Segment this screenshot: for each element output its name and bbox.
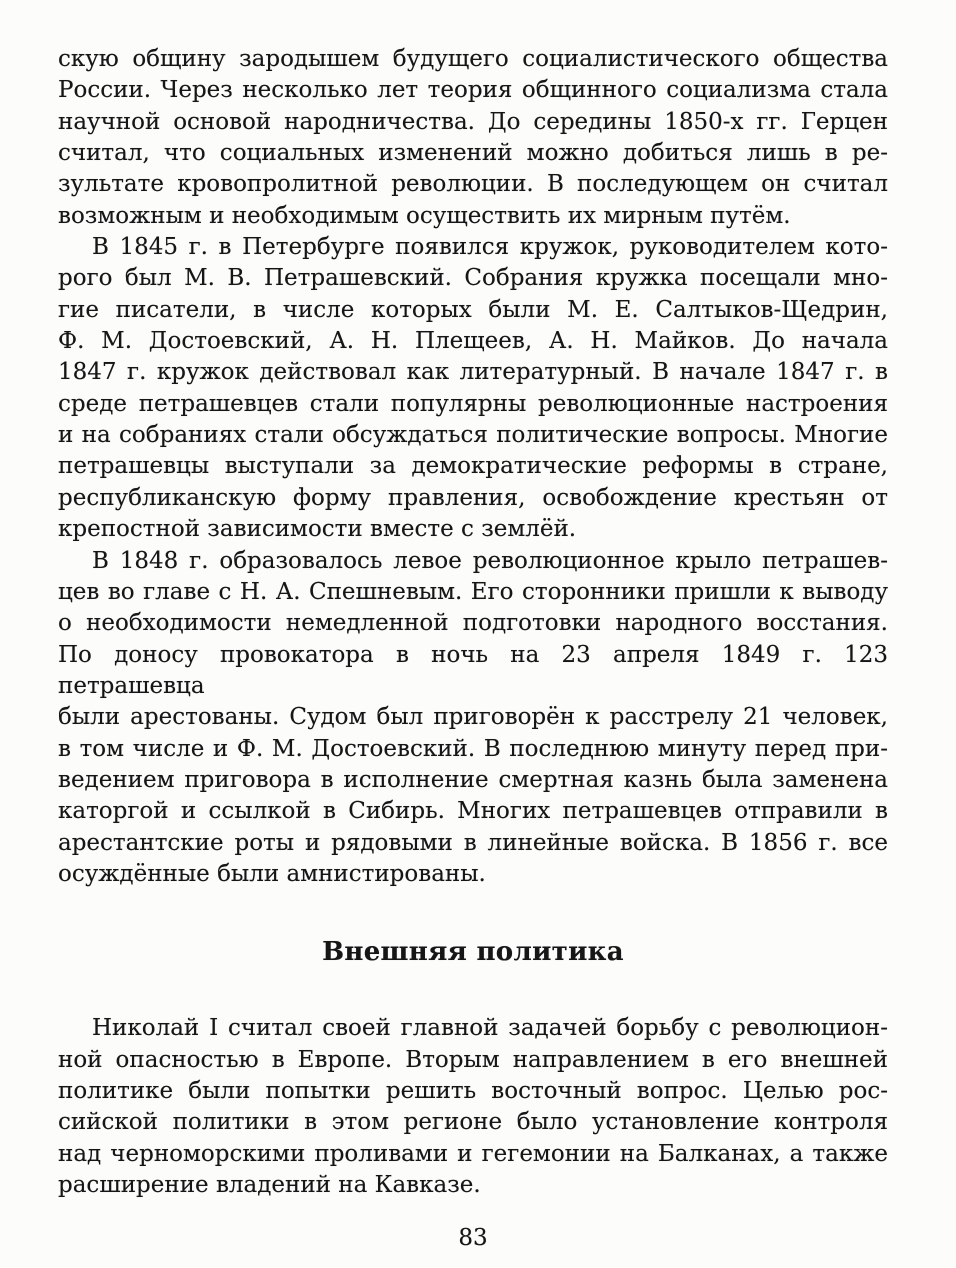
paragraph: [58, 546, 888, 891]
section-heading: Внешняя политика: [322, 937, 624, 968]
text-line: политике были попытки решить восточный вопрос. Целью рос-: [58, 1077, 888, 1104]
text-line: научной основой народничества. До середины 1850-х гг. Герцен: [58, 108, 888, 135]
paragraph: [58, 1013, 888, 1201]
text-line: республиканскую форму правления, освобождение крестьян от: [58, 484, 888, 511]
text-line: гие писатели, в числе которых были М. Е. Салтыков-Щедрин,: [58, 296, 888, 323]
text-line: В 1848 г. образовалось левое революционное крыло петрашев-: [92, 547, 888, 574]
text-line: России. Через несколько лет теория общинного социализма стала: [58, 77, 888, 104]
text-line: каторгой и ссылкой в Сибирь. Многих петрашевцев отправили в: [58, 798, 888, 825]
text-line: среде петрашевцев стали популярны революционные настроения: [58, 390, 888, 417]
paragraph: [58, 44, 888, 232]
page-number-label: 83: [458, 1225, 488, 1252]
text-line: 1847 г. кружок действовал как литературный. В начале 1847 г. в: [58, 359, 888, 386]
text-line: осуждённые были амнистированы.: [58, 860, 486, 887]
text-line: По доносу провокатора в ночь на 23 апреля 1849 г. 123 петрашевца: [58, 641, 888, 699]
text-line: возможным и необходимым осуществить их мирным путём.: [58, 202, 791, 229]
text-line: ной опасностью в Европе. Вторым направлением в его внешней: [58, 1046, 888, 1073]
text-line: Ф. М. Достоевский, А. Н. Плещеев, А. Н. Майков. До начала: [58, 328, 888, 355]
text-line: о необходимости немедленной подготовки народного восстания.: [58, 610, 888, 637]
text-line: зультате кровопролитной революции. В последующем он считал: [58, 171, 888, 198]
text-line: были арестованы. Судом был приговорён к расстрелу 21 человек,: [58, 704, 888, 731]
text-line: в том числе и Ф. М. Достоевский. В последнюю минуту перед при-: [58, 735, 888, 762]
text-line: расширение владений на Кавказе.: [58, 1172, 481, 1198]
text-line: крепостной зависимости вместе с землёй.: [58, 516, 577, 543]
text-line: В 1845 г. в Петербурге появился кружок, руководителем кото-: [92, 234, 888, 261]
text-line: сийской политики в этом регионе было установление контроля: [58, 1109, 888, 1136]
text-line: арестантские роты и рядовыми в линейные войска. В 1856 г. все: [58, 829, 888, 856]
text-line: ведением приговора в исполнение смертная казнь была заменена: [58, 766, 888, 793]
paragraph: [58, 232, 888, 545]
text-line: считал, что социальных изменений можно добиться лишь в ре-: [58, 140, 888, 167]
text-line: над черноморскими проливами и гегемонии на Балканах, а также: [58, 1140, 888, 1167]
text-line: Николай I считал своей главной задачей борьбу с революцион-: [92, 1015, 888, 1042]
text-column: [58, 44, 888, 1201]
text-line: и на собраниях стали обсуждаться политические вопросы. Многие: [58, 422, 888, 449]
text-line: скую общину зародышем будущего социалистического общества: [58, 46, 888, 72]
text-line: цев во главе с Н. А. Спешневым. Его сторонники пришли к выводу: [58, 578, 888, 605]
text-line: петрашевцы выступали за демократические реформы в стране,: [58, 453, 888, 480]
text-line: рого был М. В. Петрашевский. Собрания кружка посещали мно-: [58, 265, 888, 292]
